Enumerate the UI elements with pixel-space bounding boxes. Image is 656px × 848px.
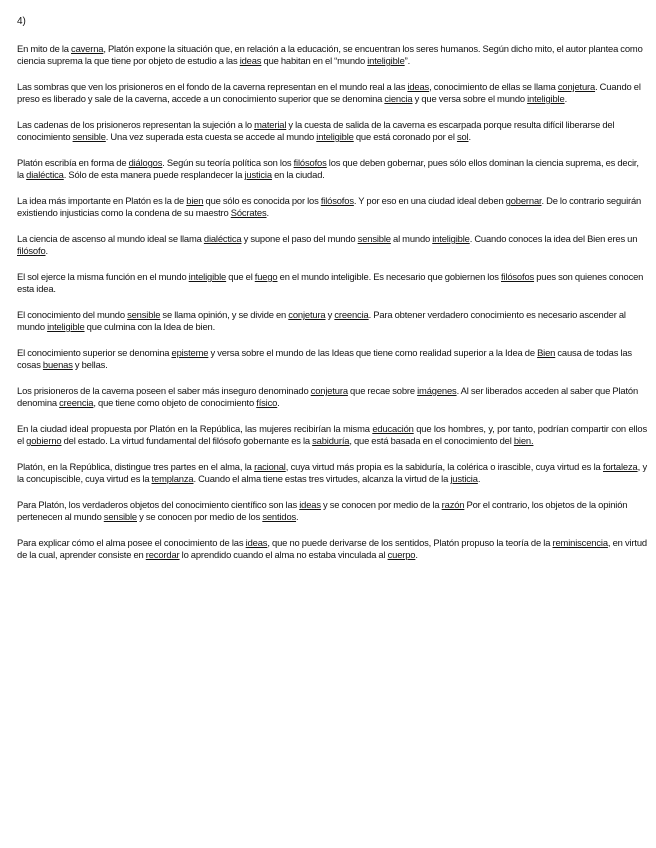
underlined-term: dialéctica — [26, 169, 64, 180]
paragraph-text: y bellas. — [72, 359, 108, 370]
paragraph-text: que habitan en el “mundo — [261, 55, 368, 66]
paragraph-text: El sol ejerce la misma función en el mundo — [17, 271, 189, 282]
paragraph-text: . Cuando el preso es liberado y sale de la caverna, accede a un conocimiento superior que se denomina — [17, 81, 641, 104]
underlined-term: diálogos — [128, 157, 163, 168]
paragraph-text: En la ciudad ideal propuesta por Platón en la República, las mujeres recibirían la misma — [17, 423, 373, 434]
paragraph-text: . — [296, 511, 299, 522]
paragraph-text: ”. — [404, 55, 411, 66]
paragraph-text: y se conocen por medio de los — [137, 511, 263, 522]
underlined-term: templanza — [151, 473, 194, 484]
paragraph-text: y la cuesta de salida de la caverna es escarpada porque resulta difícil liberarse del conocimiento — [17, 119, 615, 142]
paragraph-text: . — [477, 473, 481, 484]
paragraph-text: . — [468, 131, 471, 142]
underlined-term: caverna — [71, 43, 104, 54]
paragraph-text: La idea más importante en Platón es la de — [17, 195, 187, 206]
paragraph-text: , que no puede derivarse de los sentidos, Platón propuso la teoría de la — [267, 537, 553, 548]
answer-body — [17, 43, 647, 561]
underlined-term: gobierno — [26, 435, 62, 446]
paragraph — [17, 271, 647, 295]
paragraph-text: Platón escribía en forma de — [17, 157, 129, 168]
underlined-term: sensible — [103, 511, 137, 522]
underlined-term: conjetura — [288, 309, 326, 320]
paragraph-text: El conocimiento superior se denomina — [17, 347, 172, 358]
paragraph-text: , que tiene como objeto de conocimiento — [93, 397, 257, 408]
underlined-term: educación — [372, 423, 414, 434]
underlined-term: cuerpo — [387, 549, 416, 560]
paragraph — [17, 499, 647, 523]
paragraph-text: pues son quienes conocen esta idea. — [17, 271, 644, 294]
underlined-term: racional — [254, 461, 286, 472]
paragraph-text: que sólo es conocida por los — [203, 195, 321, 206]
paragraph — [17, 43, 647, 67]
underlined-term: episteme — [171, 347, 209, 358]
paragraph-text: . — [45, 245, 48, 256]
paragraph-text: del estado. La virtud fundamental del filósofo gobernante es la — [61, 435, 313, 446]
underlined-term: inteligible — [432, 233, 470, 244]
underlined-term: inteligible — [188, 271, 227, 282]
underlined-term: fortaleza — [602, 461, 638, 472]
paragraph-text: . Para obtener verdadero conocimiento es necesario ascender al mundo — [17, 309, 626, 332]
paragraph-text: los que deben gobernar, pues sólo ellos dominan la ciencia suprema, es decir, la — [17, 157, 639, 180]
underlined-term: filósofos — [320, 195, 354, 206]
paragraph-text: Para Platón, los verdaderos objetos del conocimiento científico son las — [17, 499, 300, 510]
underlined-term: reminiscencia — [552, 537, 608, 548]
underlined-term: conjetura — [310, 385, 348, 396]
paragraph-text: Las sombras que ven los prisioneros en el fondo de la caverna representan en el mundo real a las — [17, 81, 408, 92]
underlined-term: inteligible — [527, 93, 565, 104]
underlined-term: imágenes — [417, 385, 457, 396]
underlined-term: conjetura — [557, 81, 596, 92]
underlined-term: gobernar — [505, 195, 542, 206]
paragraph — [17, 233, 647, 257]
paragraph-text: que los hombres, y, por tanto, podrían compartir con ellos el — [17, 423, 647, 446]
document-page — [17, 16, 647, 575]
paragraph-text: . — [564, 93, 568, 104]
underlined-term: creencia — [334, 309, 369, 320]
paragraph-text: . Sólo de esta manera puede resplandecer la — [63, 169, 245, 180]
paragraph-text: . Según su teoría política son los — [162, 157, 294, 168]
underlined-term: bien. — [513, 435, 534, 446]
paragraph-text: . Cuando el alma tiene estas tres virtudes, alcanza la virtud de la — [193, 473, 451, 484]
paragraph-text: Para explicar cómo el alma posee el conocimiento de las — [17, 537, 246, 548]
underlined-term: filósofo — [17, 245, 46, 256]
paragraph-text: Por el contrario, los objetos de la opinión pertenecen al mundo — [17, 499, 628, 522]
paragraph-text: El conocimiento del mundo — [17, 309, 128, 320]
paragraph-text: en el mundo inteligible. Es necesario que gobiernen los — [277, 271, 501, 282]
paragraph-text: , Platón expone la situación que, en relación a la educación, se encuentran los seres humanos. Según dicho mito, el autor plantea como ciencia suprema la que tiene por objeto de estudio a las — [17, 43, 643, 66]
paragraph-text: que recae sobre — [347, 385, 418, 396]
underlined-term: ideas — [245, 537, 268, 548]
underlined-term: fuego — [254, 271, 278, 282]
paragraph — [17, 157, 647, 181]
paragraph-text: , que está basada en el conocimiento del — [349, 435, 514, 446]
paragraph — [17, 119, 647, 143]
underlined-term: buenas — [42, 359, 73, 370]
paragraph-text: Las cadenas de los prisioneros representan la sujeción a lo — [17, 119, 255, 130]
paragraph-text: Los prisioneros de la caverna poseen el saber más inseguro denominado — [17, 385, 311, 396]
paragraph-text: , y la concupiscible, cuya virtud es la — [17, 461, 647, 484]
paragraph-text: Platón, en la República, distingue tres partes en el alma, la — [17, 461, 255, 472]
paragraph-text: . Y por eso en una ciudad ideal deben — [353, 195, 506, 206]
paragraph-text: y — [325, 309, 335, 320]
paragraph-text: . — [266, 207, 269, 218]
paragraph-text: y supone el paso del mundo — [241, 233, 358, 244]
underlined-term: ideas — [299, 499, 321, 510]
underlined-term: dialéctica — [203, 233, 242, 244]
paragraph-text: y se conocen por medio de la — [320, 499, 442, 510]
underlined-term: sensible — [127, 309, 161, 320]
underlined-term: inteligible — [47, 321, 85, 332]
underlined-term: ideas — [407, 81, 430, 92]
paragraph — [17, 461, 647, 485]
paragraph-text: en la ciudad. — [271, 169, 325, 180]
paragraph-text: que está coronado por el — [353, 131, 457, 142]
underlined-term: sabiduría — [312, 435, 350, 446]
underlined-term: Bien — [537, 347, 556, 358]
paragraph-text: La ciencia de ascenso al mundo ideal se llama — [17, 233, 204, 244]
underlined-term: creencia — [59, 397, 94, 408]
underlined-term: ciencia — [384, 93, 413, 104]
paragraph-text: y que versa sobre el mundo — [412, 93, 528, 104]
paragraph — [17, 309, 647, 333]
underlined-term: justicia — [244, 169, 272, 180]
paragraph-text: . Cuando conoces la idea del Bien eres un — [469, 233, 638, 244]
paragraph — [17, 423, 647, 447]
underlined-term: justicia — [450, 473, 478, 484]
paragraph-text: que el — [226, 271, 255, 282]
paragraph — [17, 347, 647, 371]
underlined-term: sentidos — [262, 511, 297, 522]
underlined-term: material — [254, 119, 287, 130]
underlined-term: sensible — [357, 233, 391, 244]
paragraph-text: . Al ser liberados acceden al saber que Platón denomina — [17, 385, 639, 408]
underlined-term: bien — [186, 195, 204, 206]
paragraph-text: En mito de la — [17, 43, 72, 54]
paragraph — [17, 537, 647, 561]
question-number: 4) — [17, 16, 26, 27]
paragraph-text: . De lo contrario seguirán existiendo injusticias como la condena de su maestro — [17, 195, 642, 218]
paragraph-text: causa de todas las cosas — [17, 347, 632, 370]
paragraph — [17, 385, 647, 409]
underlined-term: físico — [256, 397, 278, 408]
underlined-term: Sócrates — [230, 207, 267, 218]
paragraph-text: , conocimiento de ellas se llama — [429, 81, 558, 92]
paragraph-text: . — [415, 549, 418, 560]
underlined-term: inteligible — [367, 55, 405, 66]
underlined-term: razón — [441, 499, 465, 510]
underlined-term: recordar — [145, 549, 180, 560]
underlined-term: sol — [456, 131, 469, 142]
paragraph — [17, 81, 647, 105]
paragraph-text: que culmina con la Idea de bien. — [84, 321, 216, 332]
underlined-term: sensible — [72, 131, 106, 142]
paragraph-text: lo aprendido cuando el alma no estaba vinculada al — [179, 549, 388, 560]
paragraph-text: se llama opinión, y se divide en — [160, 309, 289, 320]
paragraph-text: , en virtud de la cual, aprender consiste en — [17, 537, 647, 560]
paragraph-text: al mundo — [390, 233, 433, 244]
paragraph-text: , cuya virtud más propia es la sabiduría, la colérica o irascible, cuya virtud es la — [285, 461, 603, 472]
paragraph-text: . Una vez superada esta cuesta se accede al mundo — [105, 131, 317, 142]
underlined-term: inteligible — [316, 131, 354, 142]
underlined-term: ideas — [239, 55, 262, 66]
underlined-term: filósofos — [501, 271, 535, 282]
underlined-term: filósofos — [293, 157, 327, 168]
paragraph — [17, 195, 647, 219]
paragraph-text: y versa sobre el mundo de las Ideas que tiene como realidad superior a la Idea de — [208, 347, 538, 358]
paragraph-text: . — [277, 397, 280, 408]
